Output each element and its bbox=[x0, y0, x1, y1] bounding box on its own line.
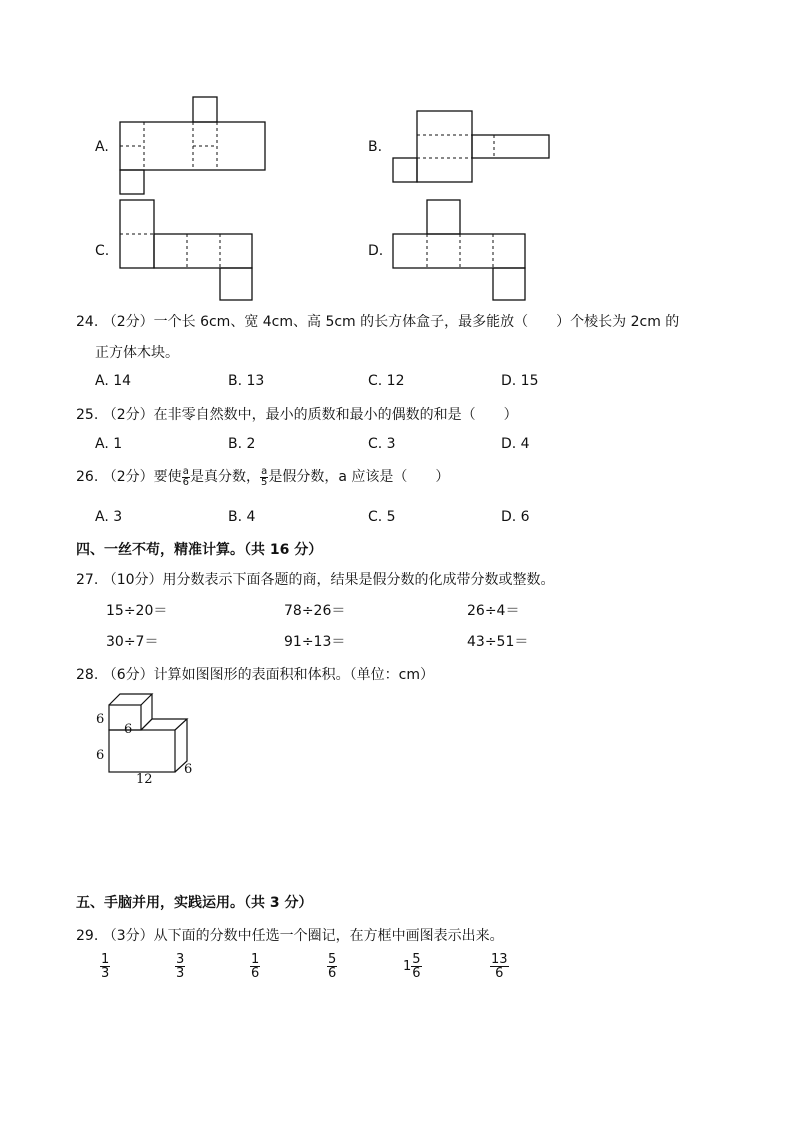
net-figure-c bbox=[118, 198, 256, 302]
fraction-choice[interactable]: $\frac{1}{6}$ bbox=[251, 952, 260, 981]
question-26-text bbox=[76, 466, 449, 488]
fraction-choice[interactable]: $\frac{1}{3}$ bbox=[101, 952, 110, 981]
q25-option-c[interactable]: C. 3 bbox=[368, 436, 396, 452]
dim-bottom-length: 12 bbox=[136, 772, 153, 787]
fraction-choice-mixed[interactable]: 1 $\frac{5}{6}$ bbox=[403, 952, 421, 981]
calc-item: 30÷7＝ bbox=[106, 634, 159, 650]
calc-item: 26÷4＝ bbox=[467, 603, 520, 619]
option-b-label: B. bbox=[368, 139, 383, 155]
q26-suffix: 是假分数，a 应该是（ ） bbox=[268, 469, 450, 485]
q24-option-a[interactable]: A. 14 bbox=[95, 373, 132, 389]
question-25-text: 25. （2分）在非零自然数中，最小的质数和最小的偶数的和是（ ） bbox=[76, 407, 518, 423]
fraction-a-over-6: $\frac{a}{6}$ bbox=[182, 465, 189, 488]
fraction-choice[interactable]: $\frac{5}{6}$ bbox=[328, 952, 337, 981]
q25-option-d[interactable]: D. 4 bbox=[501, 436, 530, 452]
fraction-choice[interactable]: $\frac{3}{3}$ bbox=[176, 952, 185, 981]
dim-bottom-height: 6 bbox=[96, 748, 105, 763]
question-28-text: 28. （6分）计算如图图形的表面积和体积。（单位：cm） bbox=[76, 667, 434, 683]
q24-option-b[interactable]: B. 13 bbox=[228, 373, 265, 389]
calc-item: 78÷26＝ bbox=[284, 603, 346, 619]
q26-option-a[interactable]: A. 3 bbox=[95, 509, 123, 525]
q26-option-b[interactable]: B. 4 bbox=[228, 509, 256, 525]
dim-depth: 6 bbox=[184, 762, 193, 777]
net-figure-d bbox=[391, 198, 529, 302]
option-c-label: C. bbox=[95, 243, 110, 259]
q26-prefix: 26. （2分）要使 bbox=[76, 469, 182, 485]
question-24-line-1: 24. （2分）一个长 6cm、宽 4cm、高 5cm 的长方体盒子，最多能放（ ）个棱长为 2cm 的 bbox=[76, 314, 680, 330]
calc-item: 91÷13＝ bbox=[284, 634, 346, 650]
question-27-text: 27. （10分）用分数表示下面各题的商，结果是假分数的化成带分数或整数。 bbox=[76, 572, 555, 588]
option-d-label: D. bbox=[368, 243, 384, 259]
q26-middle: 是真分数， bbox=[190, 469, 260, 485]
q25-option-b[interactable]: B. 2 bbox=[228, 436, 256, 452]
option-a-label: A. bbox=[95, 139, 109, 155]
section-4-heading: 四、一丝不苟，精准计算。（共 16 分） bbox=[76, 542, 323, 558]
question-29-text: 29. （3分）从下面的分数中任选一个圈记，在方框中画图表示出来。 bbox=[76, 928, 504, 944]
q25-option-a[interactable]: A. 1 bbox=[95, 436, 123, 452]
dim-top-width: 6 bbox=[124, 722, 133, 737]
calc-item: 43÷51＝ bbox=[467, 634, 529, 650]
question-24-line-2: 正方体木块。 bbox=[95, 345, 179, 361]
fraction-a-over-5: $\frac{a}{5}$ bbox=[261, 465, 268, 488]
net-figure-a bbox=[118, 96, 268, 196]
q24-option-d[interactable]: D. 15 bbox=[501, 373, 539, 389]
q24-option-c[interactable]: C. 12 bbox=[368, 373, 405, 389]
section-5-heading: 五、手脑并用，实践运用。（共 3 分） bbox=[76, 895, 313, 911]
net-figure-b bbox=[391, 110, 551, 184]
solid-figure bbox=[90, 690, 200, 790]
q26-option-c[interactable]: C. 5 bbox=[368, 509, 396, 525]
calc-item: 15÷20＝ bbox=[106, 603, 168, 619]
q26-option-d[interactable]: D. 6 bbox=[501, 509, 530, 525]
dim-top-height: 6 bbox=[96, 712, 105, 727]
fraction-choice[interactable]: $\frac{13}{6}$ bbox=[491, 952, 508, 981]
